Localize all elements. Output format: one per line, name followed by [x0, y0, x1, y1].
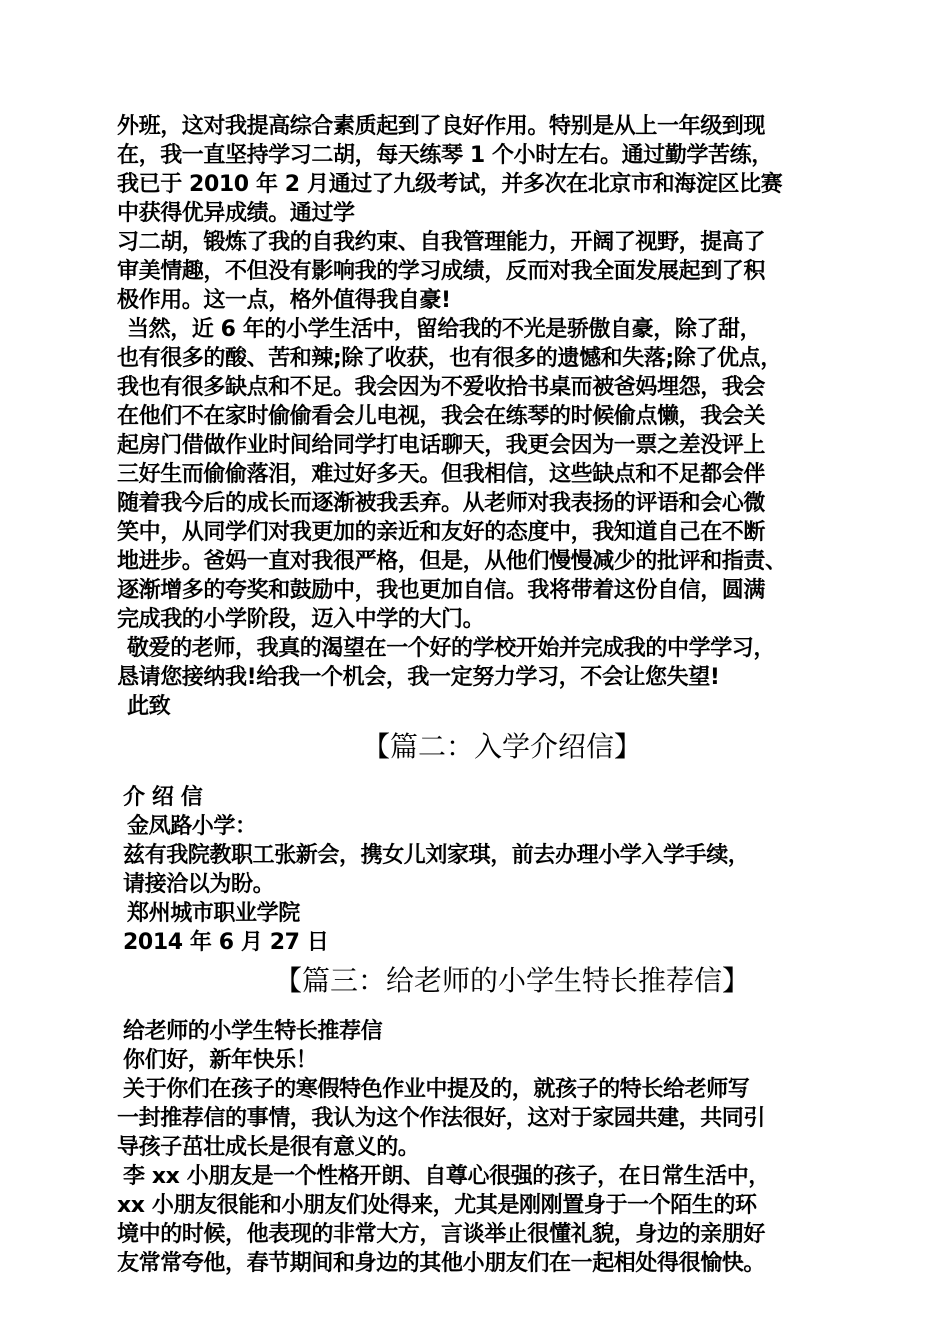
section-three-body — [117, 1017, 847, 1278]
letter-title: 给老师的小学生特长推荐信 — [123, 1019, 383, 1044]
paragraph-line: xx 小朋友很能和小朋友们处得来，尤其是刚刚置身于一个陌生的环 — [117, 1193, 757, 1218]
paragraph-line: 兹有我院教职工张新会，携女儿刘家琪，前去办理小学入学手续， — [123, 843, 750, 868]
paragraph-line: 友常常夸他，春节期间和身边的其他小朋友们在一起相处得很愉快。 — [117, 1251, 766, 1276]
paragraph-line: 逐渐增多的夸奖和鼓励中，我也更加自信。我将带着这份自信，圆满 — [117, 578, 766, 603]
date-line: 2014 年 6 月 27 日 — [123, 930, 329, 955]
paragraph-line: 审美情趣，不但没有影响我的学习成绩，反而对我全面发展起到了积 — [117, 259, 766, 284]
section-two-heading: 【篇二：入学介绍信】 — [361, 730, 642, 763]
document-page — [117, 112, 847, 1278]
paragraph-line: 导孩子茁壮成长是很有意义的。 — [117, 1135, 420, 1160]
paragraph-line: 境中的时候，他表现的非常大方，言谈举止很懂礼貌，身边的亲朋好 — [117, 1222, 766, 1247]
paragraph-line: 当然，近 6 年的小学生活中，留给我的不光是骄傲自豪，除了甜， — [127, 317, 762, 342]
paragraph-line: 起房门借做作业时间给同学打电话聊天，我更会因为一票之差没评上 — [117, 433, 766, 458]
paragraph-line: 三好生而偷偷落泪，难过好多天。但我相信，这些缺点和不足都会伴 — [117, 462, 766, 487]
paragraph-line: 也有很多的酸、苦和辣;除了收获，也有很多的遗憾和失落;除了优点， — [117, 346, 782, 371]
paragraph-line: 一封推荐信的事情，我认为这个作法很好，这对于家园共建，共同引 — [117, 1106, 766, 1131]
signature-line: 郑州城市职业学院 — [127, 901, 300, 926]
paragraph-line: 关于你们在孩子的寒假特色作业中提及的，就孩子的特长给老师写 — [123, 1077, 750, 1102]
paragraph-line: 习二胡，锻炼了我的自我约束、自我管理能力，开阔了视野，提高了 — [117, 230, 766, 255]
recipient-line: 金凤路小学： — [127, 814, 257, 839]
paragraph-line: 在他们不在家时偷偷看会儿电视，我会在练琴的时候偷点懒，我会关 — [117, 404, 766, 429]
greeting-line: 你们好，新年快乐！ — [123, 1048, 318, 1073]
paragraph-line: 李 xx 小朋友是一个性格开朗、自尊心很强的孩子，在日常生活中， — [123, 1164, 770, 1189]
paragraph-line: 在，我一直坚持学习二胡，每天练琴 1 个小时左右。通过勤学苦练， — [117, 143, 773, 168]
paragraph-line: 随着我今后的成长而逐渐被我丢弃。从老师对我表扬的评语和会心微 — [117, 491, 766, 516]
paragraph-line: 我也有很多缺点和不足。我会因为不爱收拾书桌而被爸妈埋怨，我会 — [117, 375, 766, 400]
closing-line: 此致 — [127, 694, 171, 719]
section-two-body — [117, 783, 847, 957]
paragraph-line: 地进步。爸妈一直对我很严格，但是，从他们慢慢减少的批评和指责、 — [117, 549, 787, 574]
letter-one-body — [117, 112, 847, 721]
section-three-heading: 【篇三：给老师的小学生特长推荐信】 — [273, 964, 750, 997]
paragraph-line: 请接洽以为盼。 — [123, 872, 275, 897]
letter-title: 介 绍 信 — [123, 785, 203, 810]
paragraph-line: 我已于 2010 年 2 月通过了九级考试，并多次在北京市和海淀区比赛 — [117, 172, 783, 197]
paragraph-line: 外班，这对我提高综合素质起到了良好作用。特别是从上一年级到现 — [117, 114, 766, 139]
paragraph-line: 恳请您接纳我!给我一个机会，我一定努力学习，不会让您失望! — [117, 665, 720, 690]
paragraph-line: 笑中，从同学们对我更加的亲近和友好的态度中，我知道自己在不断 — [117, 520, 766, 545]
paragraph-line: 完成我的小学阶段，迈入中学的大门。 — [117, 607, 485, 632]
paragraph-line: 中获得优异成绩。通过学 — [117, 201, 355, 226]
paragraph-line: 敬爱的老师，我真的渴望在一个好的学校开始并完成我的中学学习， — [127, 636, 776, 661]
paragraph-line: 极作用。这一点，格外值得我自豪! — [117, 288, 451, 313]
